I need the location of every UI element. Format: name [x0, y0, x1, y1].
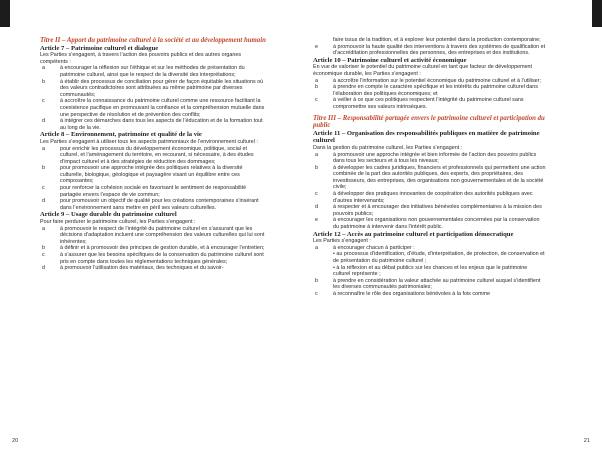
left-page-column — [40, 37, 266, 272]
list-item: c à s’assurer que les besoins spécifiques de la conservation du patrimoine culturel sont pris en compte dans toutes les réglementations techniques générales; — [42, 252, 264, 265]
list-item: b à prendre en compte le caractère spécifique et les intérêts du patrimoine culturel dans l’élaboration des politiques économiques; et — [315, 84, 538, 97]
article-11-intro: Dans la gestion du patrimoine culturel, les Parties s’engagent : — [313, 144, 463, 151]
list-item: d à intégrer ces démarches dans tous les aspects de l’éducation et de la formation tout au long de la vie. — [42, 118, 263, 131]
list-item: b à définir et à promouvoir des principes de gestion durable, et à encourager l’entretien; — [42, 245, 265, 252]
list-item: c à reconnaître le rôle des organisations bénévoles à la fois comme — [315, 290, 491, 297]
article-8-heading: Article 8 – Environnement, patrimoine et qualité de la vie — [40, 131, 202, 139]
article-10-heading: Article 10 – Patrimoine culturel et activité économique — [313, 56, 467, 64]
article-10-list — [313, 78, 546, 111]
list-item: a à encourager chacun à participer : — [315, 244, 415, 251]
list-item: d à promouvoir l’utilisation des matériaux, des techniques et du savoir- — [42, 265, 224, 272]
list-item: d à respecter et à encourager des initiatives bénévoles complémentaires à la mission des pouvoirs publics; — [315, 204, 542, 217]
list-item: a pour enrichir les processus du développement économique, politique, social et culturel, et l’aménagement du territoire, en recourant, si nécessaire, à des études d’impact culturel et à des stratégies de réduction des dommages; — [42, 145, 254, 165]
article-9-list — [40, 226, 266, 272]
article-11-list — [313, 152, 546, 231]
article-9-heading: Article 9 – Usage durable du patrimoine culturel — [40, 211, 177, 219]
page-corner-marker-right — [592, 0, 602, 27]
list-item: a à promouvoir une approche intégrée et bien informée de l’action des pouvoirs publics dans tous les secteurs et à tous les niveaux; — [315, 151, 537, 165]
article-7-heading: Article 7 – Patrimoine culturel et dialogue — [40, 44, 159, 52]
list-item: c à développer des pratiques innovantes de coopération des autorités publiques avec d’autres intervenants; — [315, 191, 533, 204]
list-item: c à accroître la connaissance du patrimoine culturel comme une ressource facilitant la coexistence pacifique en promouvant la confiance et la compréhension mutuelle dans une perspective de résolution et de prévention des conflits; — [42, 98, 265, 118]
titre-2-heading: Titre II – Apport du patrimoine culturel à la société et au développement humain — [40, 37, 266, 44]
list-item-continuation: faire issus de la tradition, et à explorer leur potentiel dans la production contemporaine; — [333, 37, 541, 43]
list-item: c à veiller à ce que ces politiques respectent l’intégrité du patrimoine culturel sans compromettre ses valeurs intrinsèques. — [315, 97, 524, 110]
list-item: b à prendre en considération la valeur attachée au patrimoine culturel auquel s’identifient les diverses communautés patrimoniales; — [315, 277, 541, 291]
article-10-intro: En vue de valoriser le potentiel du patrimoine culturel en tant que facteur de développement économique durable, les Parties s’engagent : — [313, 64, 533, 77]
list-item: b à établir des processus de conciliation pour gérer de façon équitable les situations où des valeurs contradictoires sont attribuées au même patrimoine par diverses communautés; — [42, 78, 264, 98]
list-item: a à encourager la réflexion sur l’éthique et sur les méthodes de présentation du patrimoine culturel, ainsi que le respect de la diversité des interprétations; — [42, 65, 245, 78]
list-item: c pour renforcer la cohésion sociale en favorisant le sentiment de responsabilité partagée envers l’espace de vie commun; — [42, 185, 247, 198]
list-item: a à promouvoir le respect de l’intégrité du patrimoine culturel en s’assurant que les décisions d’adaptation incluent une compréhension des valeurs culturelles qui lui sont inhérentes; — [42, 225, 265, 245]
article-12-heading: Article 12 – Accès au patrimoine culturel et participation démocratique — [313, 230, 514, 238]
bullet-item: • au processus d’identification, d’étude, d’interprétation, de protection, de conservation et de présentation du patrimoine culturel ; — [333, 251, 545, 264]
article-9-intro: Pour faire perdurer le patrimoine culturel, les Parties s’engagent : — [40, 219, 196, 226]
list-item: a à accroître l’information sur le potentiel économique du patrimoine culturel et à l’utiliser; — [315, 77, 541, 84]
bullet-item: • à la réflexion et au débat publics sur les chances et les enjeux que le patrimoine culturel représente ; — [333, 264, 528, 278]
page-corner-marker-left — [0, 0, 10, 27]
article-8-intro: Les Parties s’engagent à utiliser tous les aspects patrimoniaux de l’environnement culturel : — [40, 138, 258, 145]
list-item: d pour promouvoir un objectif de qualité pour les créations contemporaines s’insérant dans l’environnement sans mettre en péril ses valeurs culturelles. — [42, 198, 259, 211]
article-12-intro: Les Parties s’engagent : — [313, 238, 371, 245]
list-item: b à développer les cadres juridiques, financiers et professionnels qui permettent une action combinée de la part des autorités publiques, des experts, des propriétaires, des investisseurs, des entreprises, des organisations non gouvernementales et de la société civile; — [315, 164, 546, 191]
list-item: e à promouvoir la haute qualité des interventions à travers des systèmes de qualification et d’accréditation professionnelles des personnes, des entreprises et des institutions. — [315, 43, 546, 57]
article-12-list — [313, 245, 546, 298]
right-page-column — [313, 37, 546, 298]
titre-3-heading: Titre III – Responsabilité partagée envers le patrimoine culturel et participation du public — [313, 114, 545, 130]
list-item: e à encourager les organisations non gouvernementales concernées par la conservation du patrimoine à intervenir dans l’intérêt public. — [315, 217, 540, 231]
article-11-heading: Article 11 – Organisation des responsabilités publiques en matière de patrimoine culturel — [313, 129, 540, 145]
article-7-list — [40, 65, 266, 131]
article-8-list — [40, 146, 266, 212]
page-number-right: 21 — [583, 438, 590, 444]
list-item: b pour promouvoir une approche intégrée des politiques relatives à la diversité culturelle, biologique, géologique et paysagère visant un équilibre entre ces composantes; — [42, 165, 243, 185]
article-7-intro: Les Parties s’engagent, à travers l’action des pouvoirs publics et des autres organes compétents : — [40, 52, 242, 65]
page-number-left: 20 — [12, 438, 19, 444]
